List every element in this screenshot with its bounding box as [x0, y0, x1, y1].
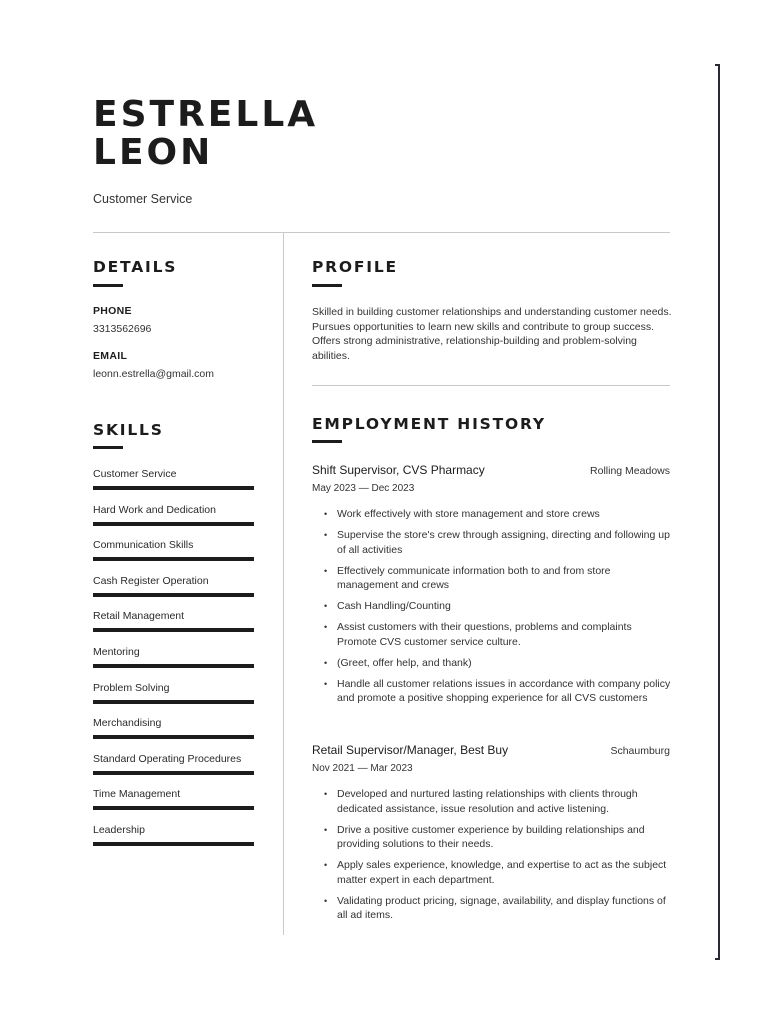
skills-heading: SKILLS: [93, 421, 164, 439]
job-bullet: • Effectively communicate information both to and from store management and crews: [322, 564, 674, 593]
skill-name: Hard Work and Dedication: [93, 503, 216, 516]
job-location: Rolling Meadows: [590, 465, 670, 477]
job-bullets: [322, 507, 674, 712]
skill-level-bar: [93, 628, 254, 632]
job-bullet: • Cash Handling/Counting: [322, 599, 674, 614]
skill-item: [93, 609, 255, 645]
job-bullet: • Supervise the store's crew through assigning, directing and following up of all activities: [322, 528, 674, 557]
job-bullet: • Assist customers with their questions, problems and complaints Promote CVS customer service culture.: [322, 620, 674, 649]
skill-level-bar: [93, 486, 254, 490]
skill-name: Merchandising: [93, 717, 162, 730]
skill-item: [93, 503, 255, 539]
job-bullet: • Apply sales experience, knowledge, and expertise to act as the subject matter expert in each department.: [322, 858, 674, 887]
job-bullet: • Validating product pricing, signage, availability, and display functions of all ad items.: [322, 894, 674, 923]
skill-name: Problem Solving: [93, 681, 170, 694]
skills-underline: [93, 446, 123, 449]
job-title: Shift Supervisor, CVS Pharmacy: [312, 463, 485, 477]
job-dates: May 2023 — Dec 2023: [312, 483, 415, 494]
job-role: Customer Service: [93, 192, 193, 206]
skill-item: [93, 467, 255, 503]
job-bullet: • Developed and nurtured lasting relationships with clients through dedicated assistance, issue resolution and active listening.: [322, 787, 674, 816]
job-title: Retail Supervisor/Manager, Best Buy: [312, 743, 509, 757]
job-dates: Nov 2021 — Mar 2023: [312, 763, 413, 774]
email-value: leonn.estrella@gmail.com: [93, 368, 214, 380]
skill-name: Communication Skills: [93, 539, 194, 552]
header-divider: [93, 232, 670, 233]
skill-name: Mentoring: [93, 645, 140, 658]
skill-level-bar: [93, 735, 254, 739]
skill-item: [93, 787, 255, 823]
skills-list: [93, 467, 255, 859]
phone-value: 3313562696: [93, 323, 152, 335]
email-label: EMAIL: [93, 350, 128, 362]
first-name: ESTRELLA: [93, 94, 319, 135]
skill-name: Customer Service: [93, 468, 177, 480]
employment-heading: EMPLOYMENT HISTORY: [312, 415, 546, 433]
details-heading: DETAILS: [93, 258, 178, 276]
skill-level-bar: [93, 771, 254, 775]
phone-label: PHONE: [93, 305, 132, 317]
skill-name: Retail Management: [93, 610, 185, 623]
skill-level-bar: [93, 806, 254, 810]
profile-divider: [312, 385, 670, 386]
skill-level-bar: [93, 522, 254, 526]
skill-level-bar: [93, 664, 254, 668]
profile-underline: [312, 284, 342, 287]
job-bullet: • Handle all customer relations issues in accordance with company policy and promote a positive shopping experience for all CVS customers: [322, 677, 674, 706]
employment-underline: [312, 440, 342, 443]
job-bullets: [322, 787, 674, 929]
job-bullet: • Work effectively with store management and store crews: [322, 507, 674, 522]
skill-item: [93, 538, 255, 574]
job-bullet: • (Greet, offer help, and thank): [322, 656, 674, 671]
profile-heading: PROFILE: [312, 258, 398, 276]
skill-item: [93, 823, 255, 859]
page-edge: [718, 64, 720, 960]
skill-name: Cash Register Operation: [93, 574, 209, 587]
skill-item: [93, 681, 255, 717]
job-location: Schaumburg: [610, 745, 670, 757]
skill-item: [93, 574, 255, 610]
skill-level-bar: [93, 700, 254, 704]
details-underline: [93, 284, 123, 287]
skill-level-bar: [93, 557, 254, 561]
skill-name: Time Management: [93, 788, 181, 801]
skill-item: [93, 645, 255, 681]
column-divider: [283, 233, 284, 935]
job-bullet: • Drive a positive customer experience by building relationships and providing solutions to their needs.: [322, 823, 674, 852]
candidate-name: [93, 96, 318, 172]
last-name: LEON: [93, 132, 214, 173]
skill-item: [93, 752, 255, 788]
skill-level-bar: [93, 842, 254, 846]
skill-name: Leadership: [93, 823, 145, 836]
profile-summary: Skilled in building customer relationships and understanding customer needs. Pursues opportunities to learn new skills and contribute to group success. Offers strong administrative, relationship-building and problem-solving abilities.: [312, 306, 672, 362]
skill-level-bar: [93, 593, 254, 597]
skill-item: [93, 716, 255, 752]
skill-name: Standard Operating Procedures: [93, 752, 242, 765]
